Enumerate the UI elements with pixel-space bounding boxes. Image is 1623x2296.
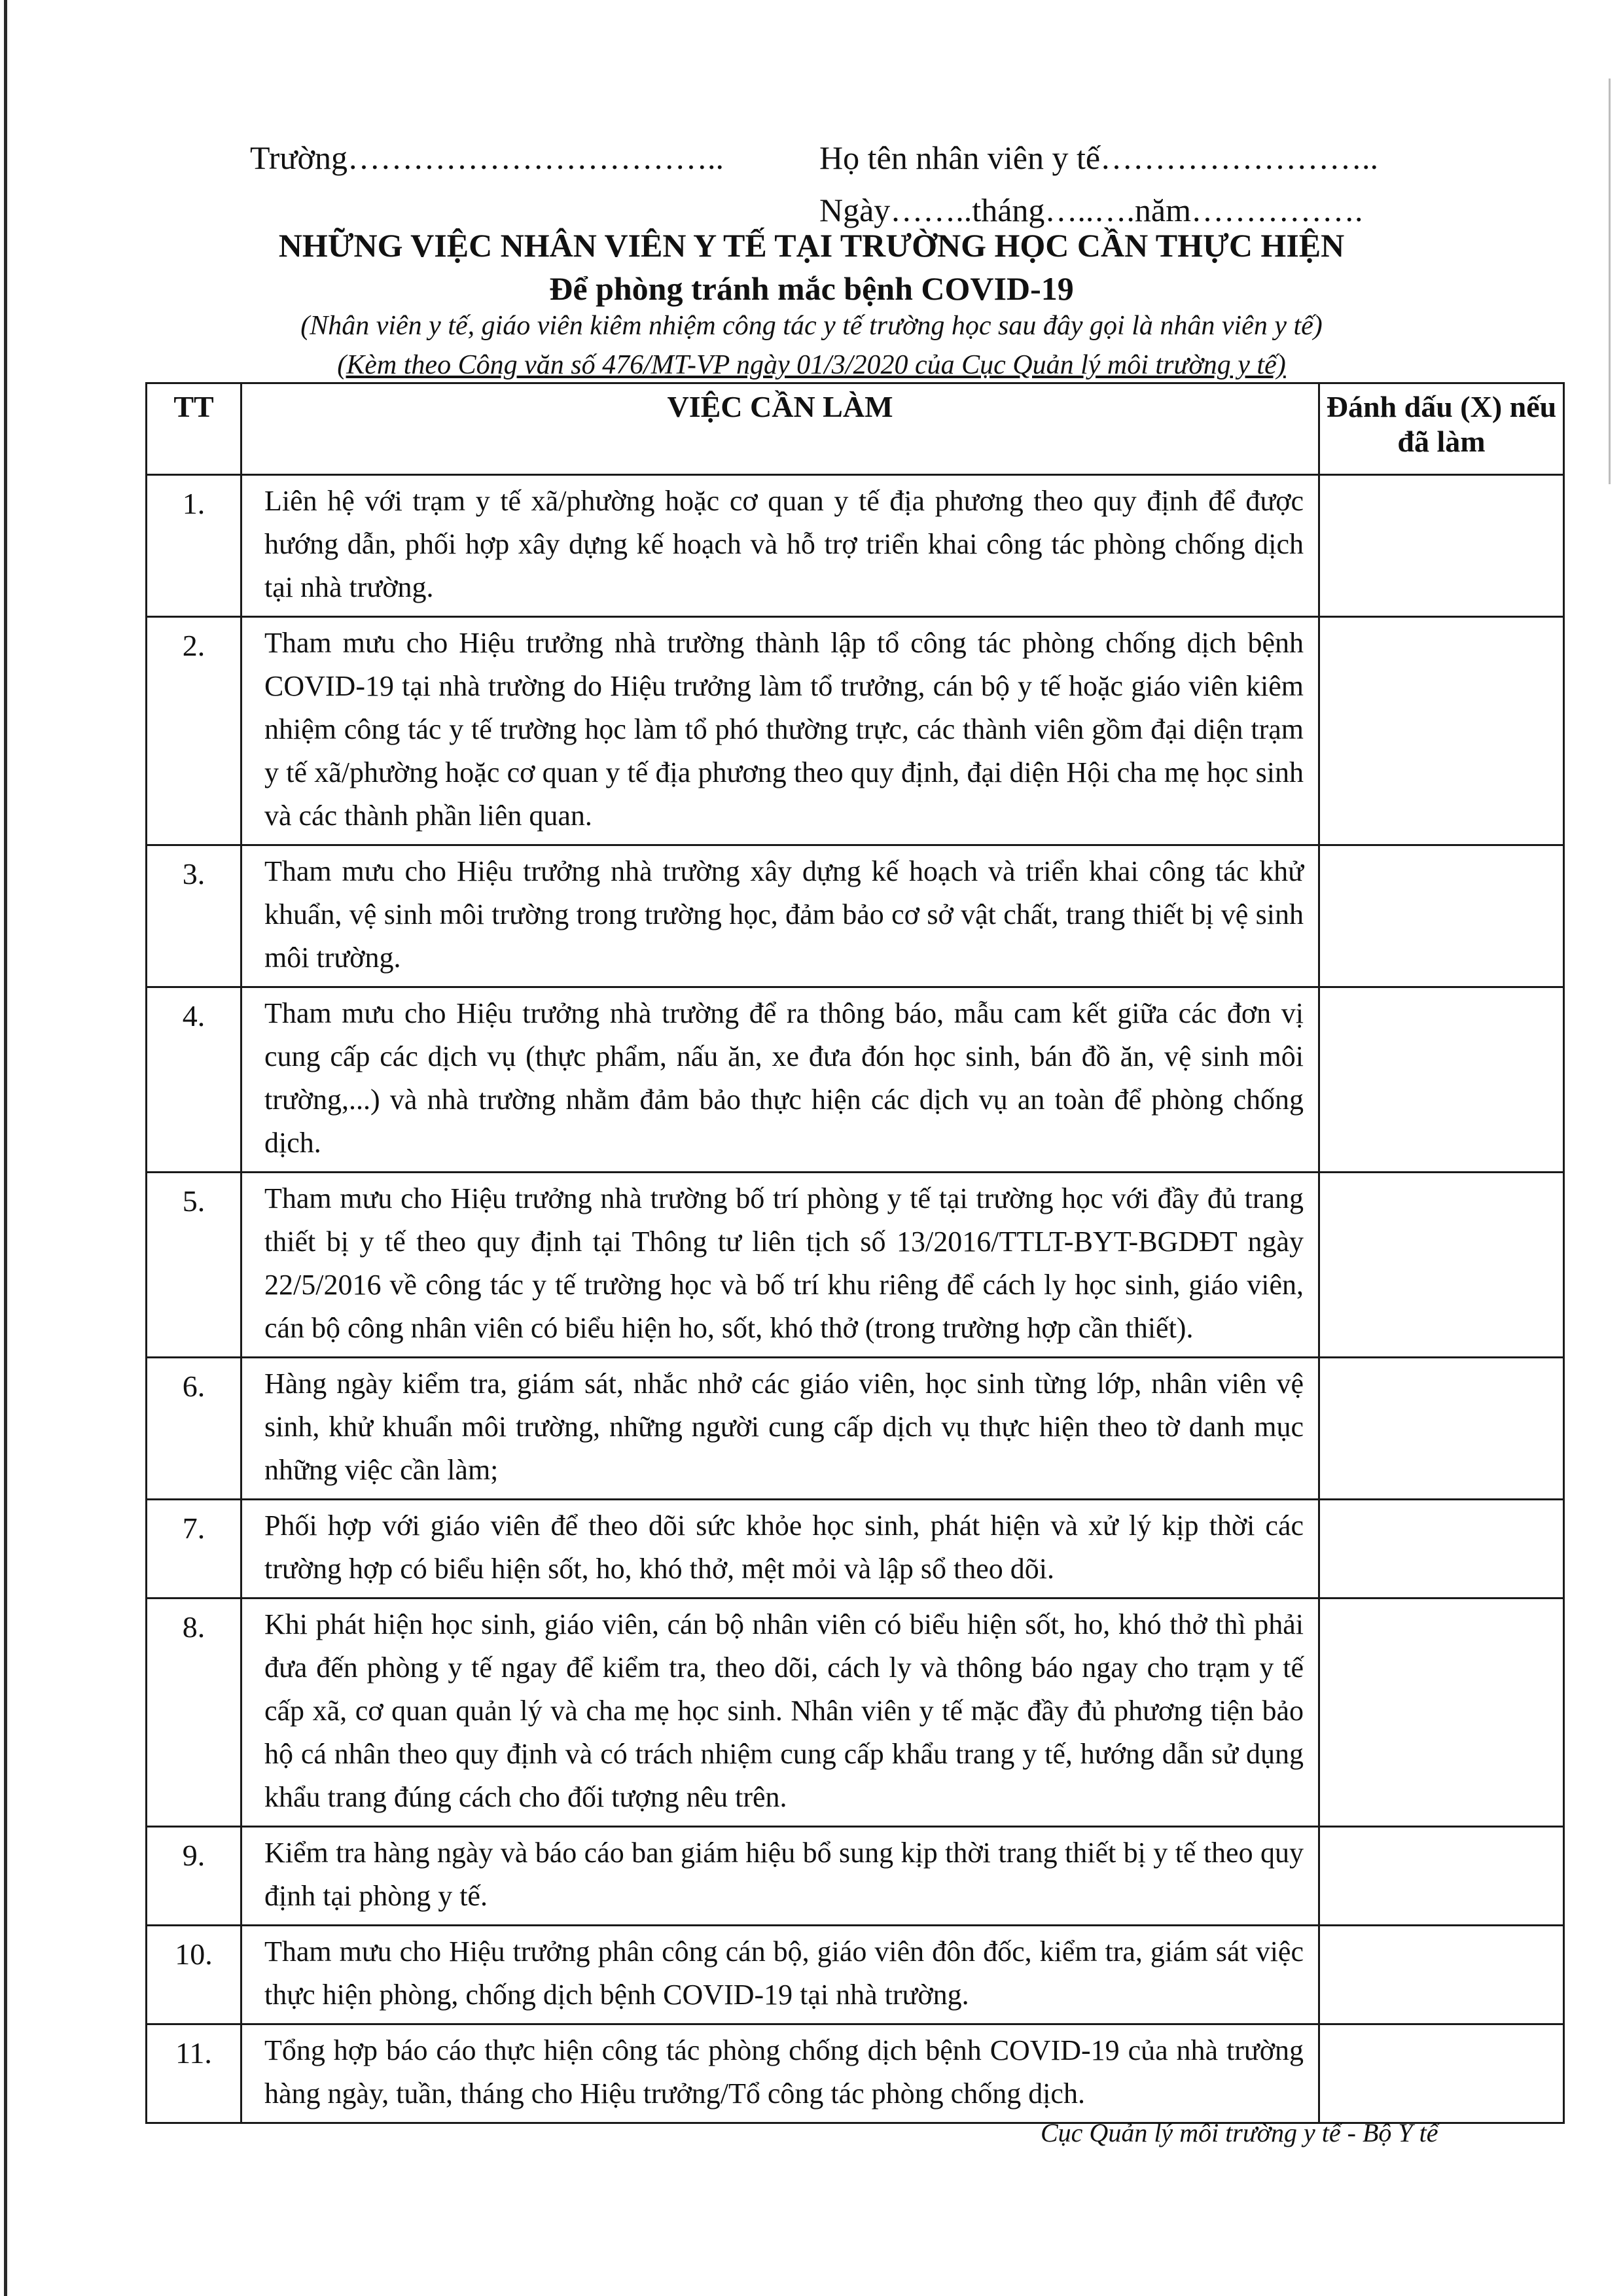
row-number: 1. [147, 475, 241, 617]
column-header-tt: TT [147, 383, 241, 475]
row-mark-cell[interactable] [1319, 2024, 1564, 2123]
table-row [147, 1926, 1564, 2024]
row-task: Phối hợp với giáo viên để theo dõi sức khỏe học sinh, phát hiện và xử lý kịp thời các trường hợp có biểu hiện sốt, ho, khó thở, mệt mỏi và lập sổ theo dõi. [241, 1500, 1319, 1598]
school-field: Trường…………………………….. [250, 139, 724, 176]
row-mark-cell[interactable] [1319, 987, 1564, 1173]
row-task: Tham mưu cho Hiệu trưởng nhà trường xây dựng kế hoạch và triển khai công tác khử khuẩn, vệ sinh môi trường trong trường học, đảm bảo cơ sở vật chất, trang thiết bị vệ sinh môi trường. [241, 845, 1319, 987]
page-title: NHỮNG VIỆC NHÂN VIÊN Y TẾ TẠI TRƯỜNG HỌC CẦN THỰC HIỆN [278, 227, 1345, 264]
row-mark-cell[interactable] [1319, 1827, 1564, 1926]
table-row [147, 845, 1564, 987]
staff-name-field: Họ tên nhân viên y tế…………………….. [819, 139, 1379, 176]
row-mark-cell[interactable] [1319, 475, 1564, 617]
row-task: Tổng hợp báo cáo thực hiện công tác phòng chống dịch bệnh COVID-19 của nhà trường hàng ngày, tuần, tháng cho Hiệu trưởng/Tổ công tác phòng chống dịch. [241, 2024, 1319, 2123]
table-row [147, 1827, 1564, 1926]
scan-edge [4, 0, 7, 2296]
row-mark-cell[interactable] [1319, 1500, 1564, 1598]
footer-source: Cục Quản lý môi trường y tế - Bộ Y tế [1041, 2118, 1438, 2147]
row-task: Tham mưu cho Hiệu trưởng nhà trường thành lập tổ công tác phòng chống dịch bệnh COVID-19 tại nhà trường do Hiệu trưởng làm tổ trưởng, cán bộ y tế hoặc giáo viên kiêm nhiệm công tác y tế trường học làm tổ phó thường trực, các thành viên gồm đại diện trạm y tế xã/phường hoặc cơ quan y tế địa phương theo quy định, đại diện Hội cha mẹ học sinh và các thành phần liên quan. [241, 617, 1319, 845]
table-row [147, 987, 1564, 1173]
row-number: 6. [147, 1358, 241, 1500]
row-task: Kiểm tra hàng ngày và báo cáo ban giám hiệu bổ sung kịp thời trang thiết bị y tế theo quy định tại phòng y tế. [241, 1827, 1319, 1926]
row-number: 9. [147, 1827, 241, 1926]
table-row [147, 1173, 1564, 1358]
row-number: 2. [147, 617, 241, 845]
table-row [147, 2024, 1564, 2123]
row-number: 10. [147, 1926, 241, 2024]
header-row [250, 139, 1379, 177]
table-row [147, 475, 1564, 617]
row-mark-cell[interactable] [1319, 845, 1564, 987]
table-header-row [147, 383, 1564, 475]
checklist-table [145, 382, 1565, 2124]
row-mark-cell[interactable] [1319, 617, 1564, 845]
row-mark-cell[interactable] [1319, 1173, 1564, 1358]
table-row [147, 617, 1564, 845]
row-mark-cell[interactable] [1319, 1598, 1564, 1827]
row-task: Tham mưu cho Hiệu trưởng nhà trường bố trí phòng y tế tại trường học với đầy đủ trang thiết bị y tế theo quy định tại Thông tư liên tịch số 13/2016/TTLT-BYT-BGDĐT ngày 22/5/2016 về công tác y tế trường học và bố trí khu riêng để cách ly học sinh, giáo viên, cán bộ công nhân viên có biểu hiện ho, sốt, khó thở (trong trường hợp cần thiết). [241, 1173, 1319, 1358]
table-row [147, 1598, 1564, 1827]
row-task: Hàng ngày kiểm tra, giám sát, nhắc nhở các giáo viên, học sinh từng lớp, nhân viên vệ sinh, khử khuẩn môi trường, những người cung cấp dịch vụ thực hiện theo tờ danh mục những việc cần làm; [241, 1358, 1319, 1500]
column-header-mark: Đánh dấu (X) nếu đã làm [1319, 383, 1564, 475]
note-definition: (Nhân viên y tế, giáo viên kiêm nhiệm công tác y tế trường học sau đây gọi là nhân viên y tế) [300, 311, 1323, 341]
row-mark-cell[interactable] [1319, 1926, 1564, 2024]
row-task: Khi phát hiện học sinh, giáo viên, cán bộ nhân viên có biểu hiện sốt, ho, khó thở thì phải đưa đến phòng y tế ngay để kiểm tra, theo dõi, cách ly và thông báo ngay cho trạm y tế cấp xã, cơ quan quản lý và cha mẹ học sinh. Nhân viên y tế mặc đầy đủ phương tiện bảo hộ cá nhân theo quy định và có trách nhiệm cung cấp khẩu trang y tế, hướng dẫn sử dụng khẩu trang đúng cách cho đối tượng nêu trên. [241, 1598, 1319, 1827]
row-number: 5. [147, 1173, 241, 1358]
row-task: Liên hệ với trạm y tế xã/phường hoặc cơ quan y tế địa phương theo quy định để được hướng dẫn, phối hợp xây dựng kế hoạch và hỗ trợ triển khai công tác phòng chống dịch tại nhà trường. [241, 475, 1319, 617]
row-number: 8. [147, 1598, 241, 1827]
table-row [147, 1358, 1564, 1500]
row-mark-cell[interactable] [1319, 1358, 1564, 1500]
page-subtitle: Để phòng tránh mắc bệnh COVID-19 [549, 270, 1074, 307]
date-field: Ngày……..tháng…..….năm……………. [819, 192, 1363, 228]
row-task: Tham mưu cho Hiệu trưởng nhà trường để ra thông báo, mẫu cam kết giữa các đơn vị cung cấp các dịch vụ (thực phẩm, nấu ăn, xe đưa đón học sinh, bán đồ ăn, vệ sinh môi trường,...) và nhà trường nhằm đảm bảo thực hiện các dịch vụ an toàn để phòng chống dịch. [241, 987, 1319, 1173]
row-task: Tham mưu cho Hiệu trưởng phân công cán bộ, giáo viên đôn đốc, kiểm tra, giám sát việc thực hiện phòng, chống dịch bệnh COVID-19 tại nhà trường. [241, 1926, 1319, 2024]
row-number: 4. [147, 987, 241, 1173]
table-row [147, 1500, 1564, 1598]
row-number: 11. [147, 2024, 241, 2123]
column-header-task: VIỆC CẦN LÀM [241, 383, 1319, 475]
row-number: 7. [147, 1500, 241, 1598]
note-reference: (Kèm theo Công văn số 476/MT-VP ngày 01/3/2020 của Cục Quản lý môi trường y tế) [337, 350, 1286, 380]
row-number: 3. [147, 845, 241, 987]
